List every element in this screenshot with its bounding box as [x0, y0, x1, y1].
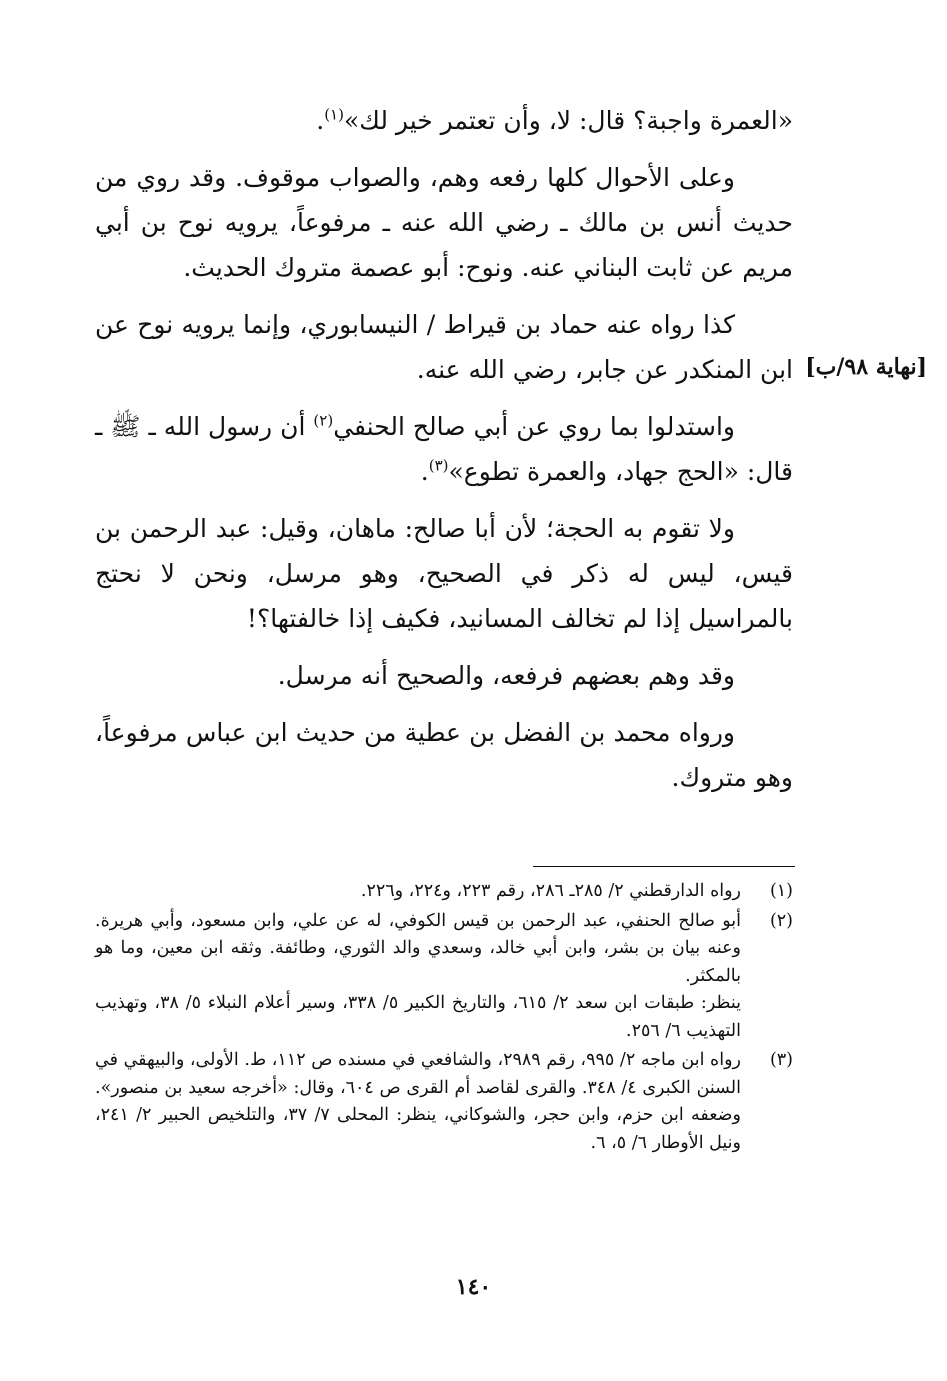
footnote-1 [95, 878, 793, 906]
paragraph-1-text: «العمرة واجبة؟ قال: لا، وأن تعتمر خير لك» [343, 106, 793, 135]
footnote-line: ينظر: طبقات ابن سعد ٢/ ٦١٥، والتاريخ الكبير ٥/ ٣٣٨، وسير أعلام النبلاء ٥/ ٣٨، وتهذيب التهذيب ٦/ ٢٥٦. [95, 993, 741, 1041]
footnote-body [95, 908, 741, 1046]
footnote-line: رواه ابن ماجه ٢/ ٩٩٥، رقم ٢٩٨٩، والشافعي في مسنده ص ١١٢، ط. الأولى، والبيهقي في السنن الكبرى ٤/ ٣٤٨. والقرى لقاصد أم القرى ص ٦٠٤، وقال: «أخرجه سعيد بن منصور». وضعفه ابن حزم، وابن حجر، والشوكاني، ينظر: المحلى ٧/ ٣٧، والتلخيص الحبير ٢/ ٢٤١، ونيل الأوطار ٦/ ٥، ٦. [95, 1050, 741, 1153]
footnote-line: أبو صالح الحنفي، عبد الرحمن بن قيس الكوفي، له عن علي، وابن مسعود، وأبي هريرة. وعنه بيان بن بشر، وابن أبي خالد، وسعدي والد الثوري، وطائفة. وثقه ابن معين، وما هو بالمكثر. [95, 910, 741, 986]
footnote-2 [95, 908, 793, 1046]
paragraph-2: وعلى الأحوال كلها رفعه وهم، والصواب موقوف. وقد روي من حديث أنس بن مالك ـ رضي الله عنه ـ مرفوعاً، يرويه نوح بن أبي مريم عن ثابت البناني عنه. ونوح: أبو عصمة متروك الحديث. [95, 163, 793, 282]
footnote-ref-2: (٢) [313, 411, 334, 430]
footnote-ref-3: (٣) [428, 456, 449, 475]
paragraph-5: ولا تقوم به الحجة؛ لأن أبا صالح: ماهان، وقيل: عبد الرحمن بن قيس، ليس له ذكر في الصحيح، وهو مرسل، ونحن لا نحتج بالمراسيل إذا لم تخالف المسانيد، فكيف إذا خالفتها؟! [95, 514, 793, 633]
footnote-line: رواه الدارقطني ٢/ ٢٨٥ـ ٢٨٦، رقم ٢٢٣، و٢٢٤، و٢٢٦. [360, 881, 741, 901]
paragraph-4-text-b: أن رسول الله ـ ﷺ ـ قال: «الحج جهاد، والعمرة تطوع» [95, 412, 793, 486]
footnote-number: (٣) [769, 1050, 793, 1070]
paragraph-4-text-a: واستدلوا بما روي عن أبي صالح الحنفي [333, 412, 735, 441]
margin-note: [نهاية ٩٨/ب] [805, 354, 927, 380]
paragraph-3: كذا رواه عنه حماد بن قيراط / النيسابوري، وإنما يرويه نوح عن ابن المنكدر عن جابر، رضي الله عنه. [95, 310, 793, 384]
page-number: ١٤٠ [455, 1274, 492, 1300]
footnote-separator [533, 866, 795, 867]
main-text [95, 98, 793, 812]
footnote-3 [95, 1047, 793, 1157]
paragraph-4-end: . [420, 457, 429, 486]
footnote-number: (٢) [769, 910, 793, 931]
paragraph-1 [95, 98, 793, 143]
footnote-number: (١) [769, 881, 793, 901]
footnotes [95, 878, 793, 1159]
footnote-ref-1: (١) [324, 105, 344, 124]
paragraph-1-end: . [316, 106, 325, 135]
footnote-body [95, 878, 741, 906]
paragraph-6: وقد وهم بعضهم فرفعه، والصحيح أنه مرسل. [277, 661, 735, 690]
paragraph-7: ورواه محمد بن الفضل بن عطية من حديث ابن عباس مرفوعاً، وهو متروك. [95, 718, 793, 792]
paragraph-4 [95, 404, 793, 494]
footnote-body [95, 1047, 741, 1157]
